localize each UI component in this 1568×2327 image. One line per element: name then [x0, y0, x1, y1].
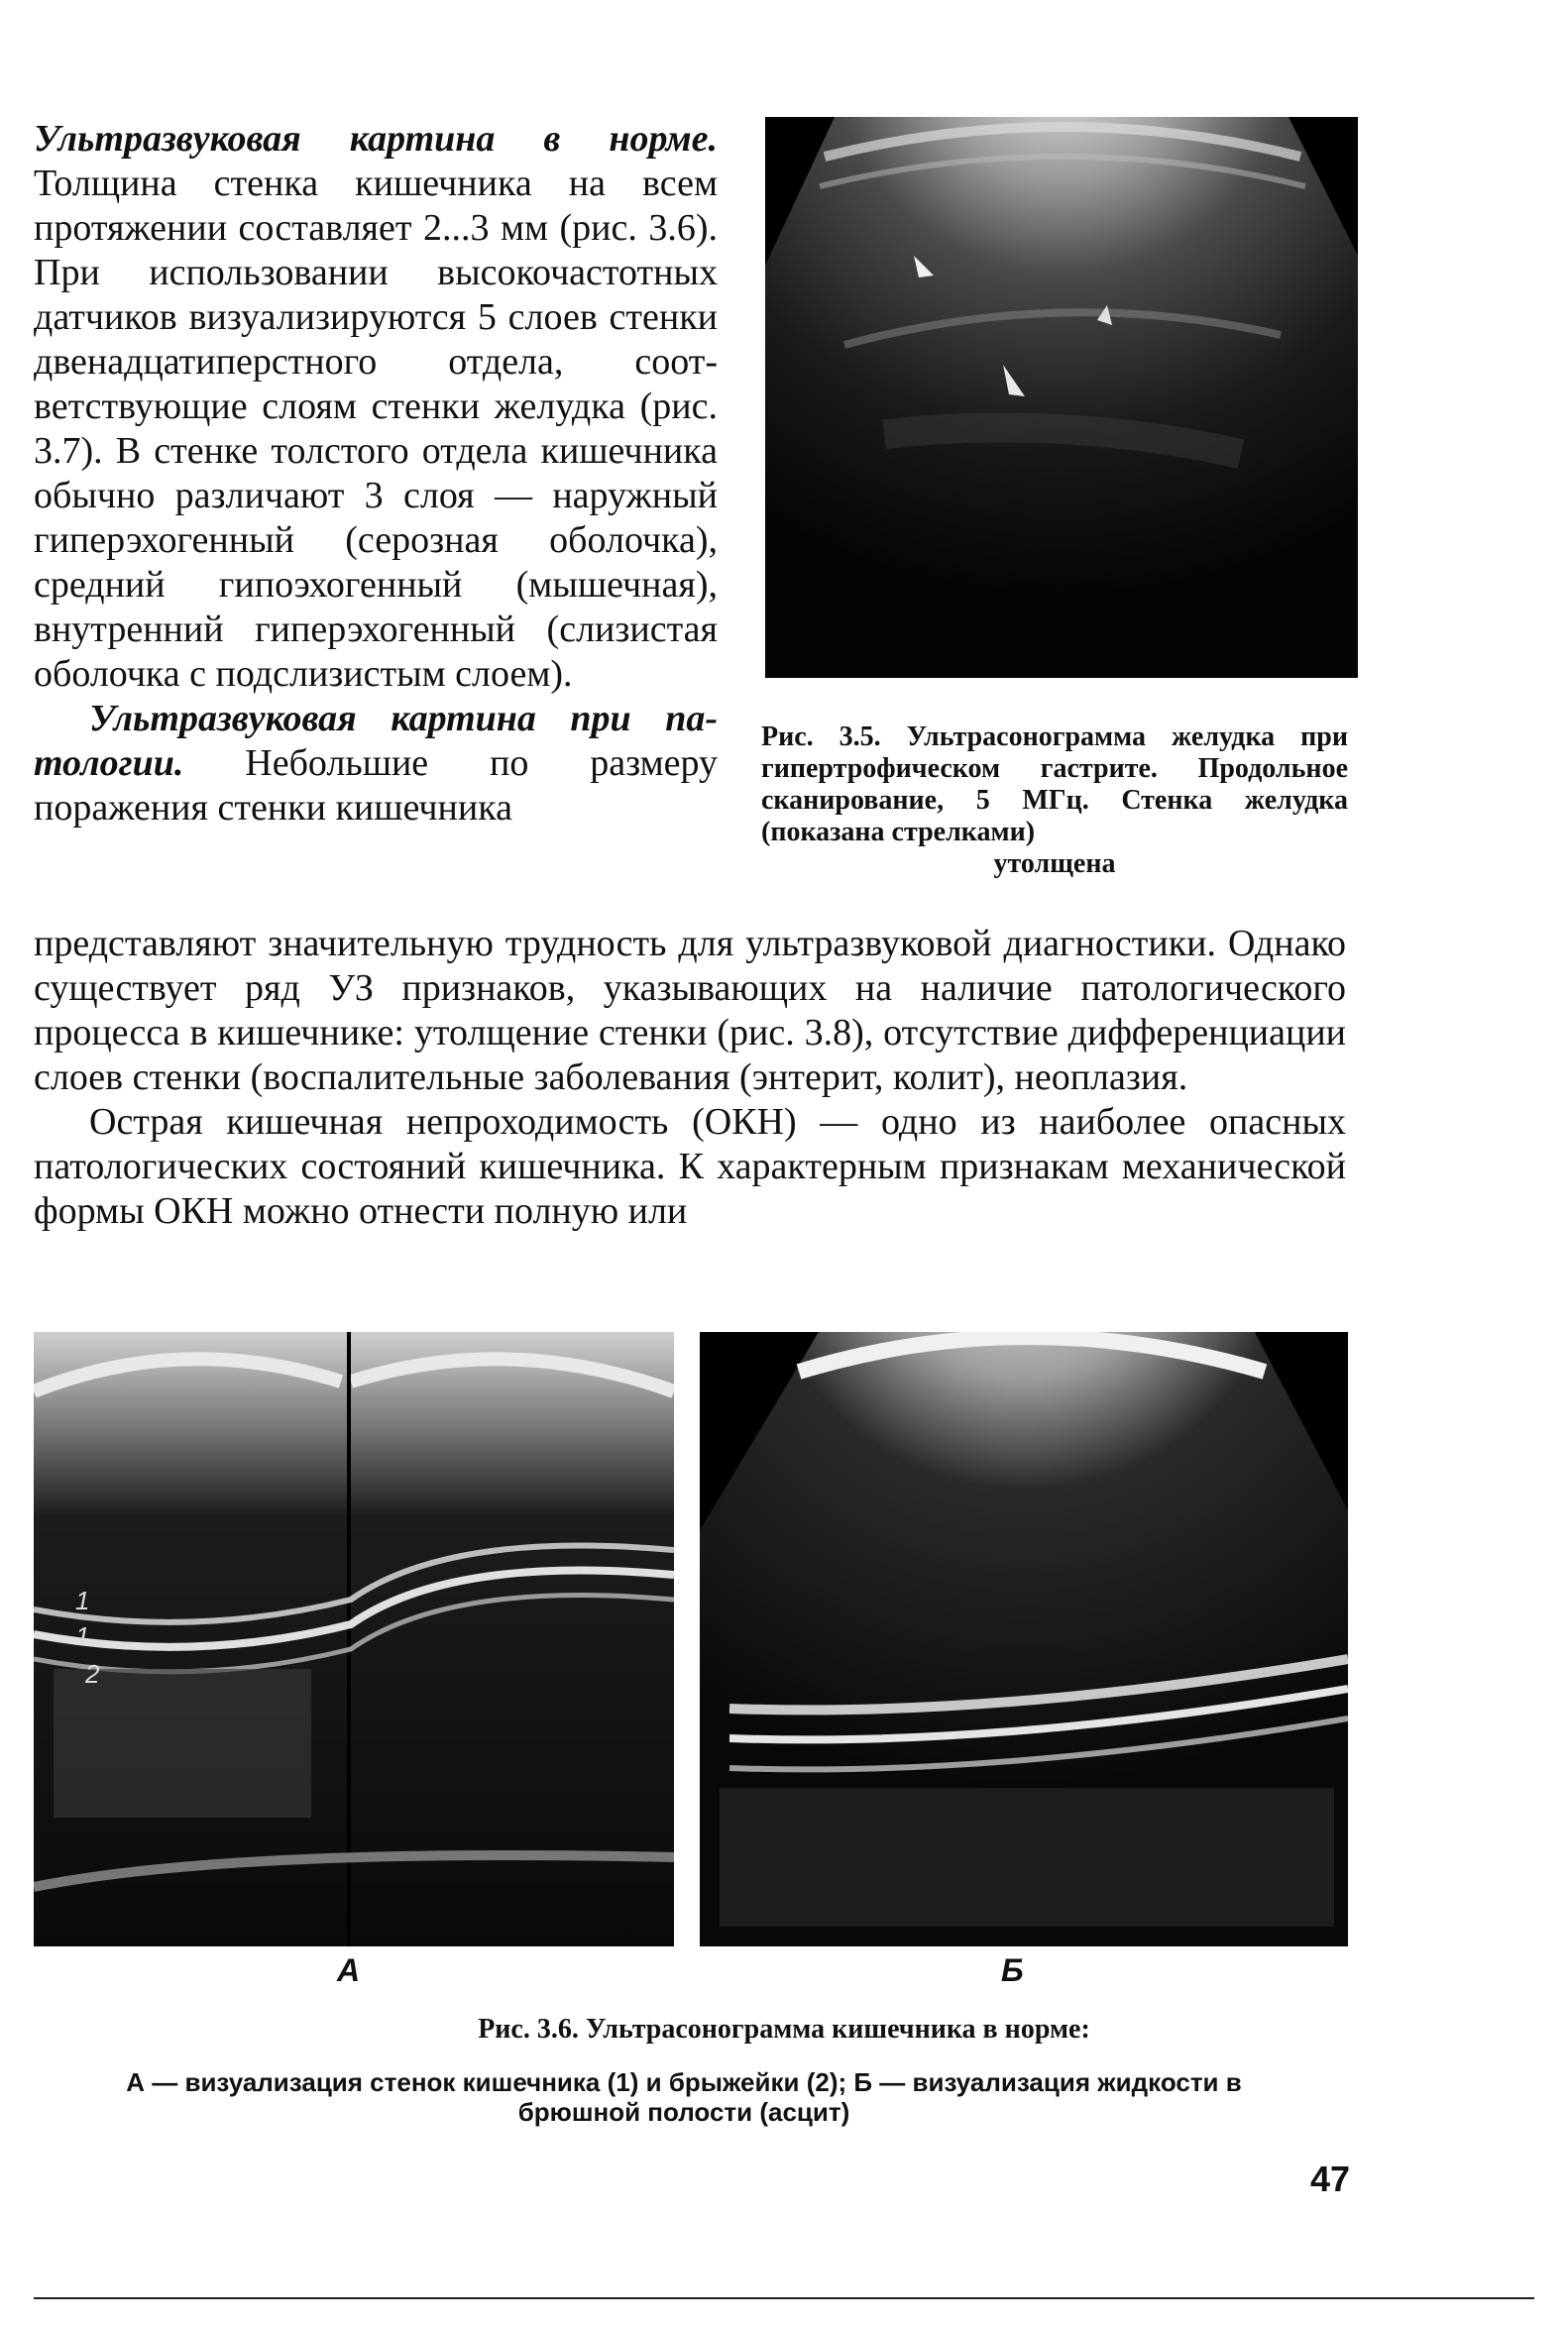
- ultrasound-image-a: [34, 1332, 674, 1946]
- caption-main: Рис. 3.5. Ультрасонограмма желудка при гипертрофическом гастрите. Продольное сканирование, 5 МГц. Стенка желудка (показана стрелками): [761, 721, 1348, 847]
- panel-label-b: Б: [1001, 1952, 1024, 1988]
- layer-label: 1: [75, 1586, 90, 1615]
- ultrasound-ascites-graphic: [700, 1332, 1348, 1946]
- figure-caption-3-5: [761, 721, 1348, 880]
- caption-last-line: утолщена: [993, 848, 1116, 879]
- layer-label: 2: [85, 1659, 100, 1689]
- paragraph-lead: Ультразвуковая картина при патологии.: [34, 698, 718, 784]
- paragraph-body: Небольшие по размеру поражения стенки кишечника: [34, 742, 718, 829]
- paragraph-okn: Острая кишечная непроходимость (ОКН) — одно из наиболее опасных патологических состояний кишечника. К характерным признакам механической формы ОКН можно отнести полную или: [34, 1101, 1346, 1232]
- ultrasound-image-stomach: [765, 117, 1358, 678]
- layer-label: 1: [75, 1621, 90, 1651]
- paragraph-normal: [34, 117, 718, 697]
- full-width-text: [34, 922, 1346, 1234]
- bottom-rule: [34, 2297, 1534, 2299]
- paragraph-lead: Ультразвуковая картина в норме.: [34, 118, 718, 160]
- figure-caption-3-6-title: Рис. 3.6. Ультрасонограмма кишечника в норме:: [478, 2014, 1090, 2045]
- left-column-text: [34, 117, 718, 831]
- figure-caption-3-6-text: А — визуализация стенок кишечника (1) и брыжейки (2); Б — визуализация жидкости в брюшной полости (асцит): [126, 2067, 1242, 2127]
- page-number: 47: [1309, 2159, 1350, 2199]
- panel-label-a: А: [337, 1952, 361, 1988]
- paragraph-continuation: представляют значительную трудность для ультразвуковой диагностики. Однако существует ряд УЗ признаков, указывающих на наличие патологического процесса в кишечнике: утолщение стенки (рис. 3.8), отсутствие дифференциации слоев стенки (воспалительные заболевания (энтерит, колит), неоплазия.: [34, 923, 1346, 1098]
- paragraph-pathology: [34, 697, 718, 831]
- ultrasound-stomach-graphic: [765, 117, 1358, 678]
- paragraph-body: Толщина стенка кишечника на всем протяжении составляет 2...3 мм (рис. 3.6). При использовании высокочастотных датчиков визуализируются 5 слоев стенки двенадцатиперстного отдела, соответствующие слоям стенки желудка (рис. 3.7). В стенке толстого отдела кишечника обычно различают 3 слоя — наружный гиперэхогенный (серозная оболочка), средний гипоэхогенный (мышечная), внутренний гиперэхогенный (слизистая оболочка с подслизистым слоем).: [34, 163, 718, 695]
- ultrasound-image-b: [700, 1332, 1348, 1946]
- ultrasound-intestine-graphic: [34, 1332, 674, 1946]
